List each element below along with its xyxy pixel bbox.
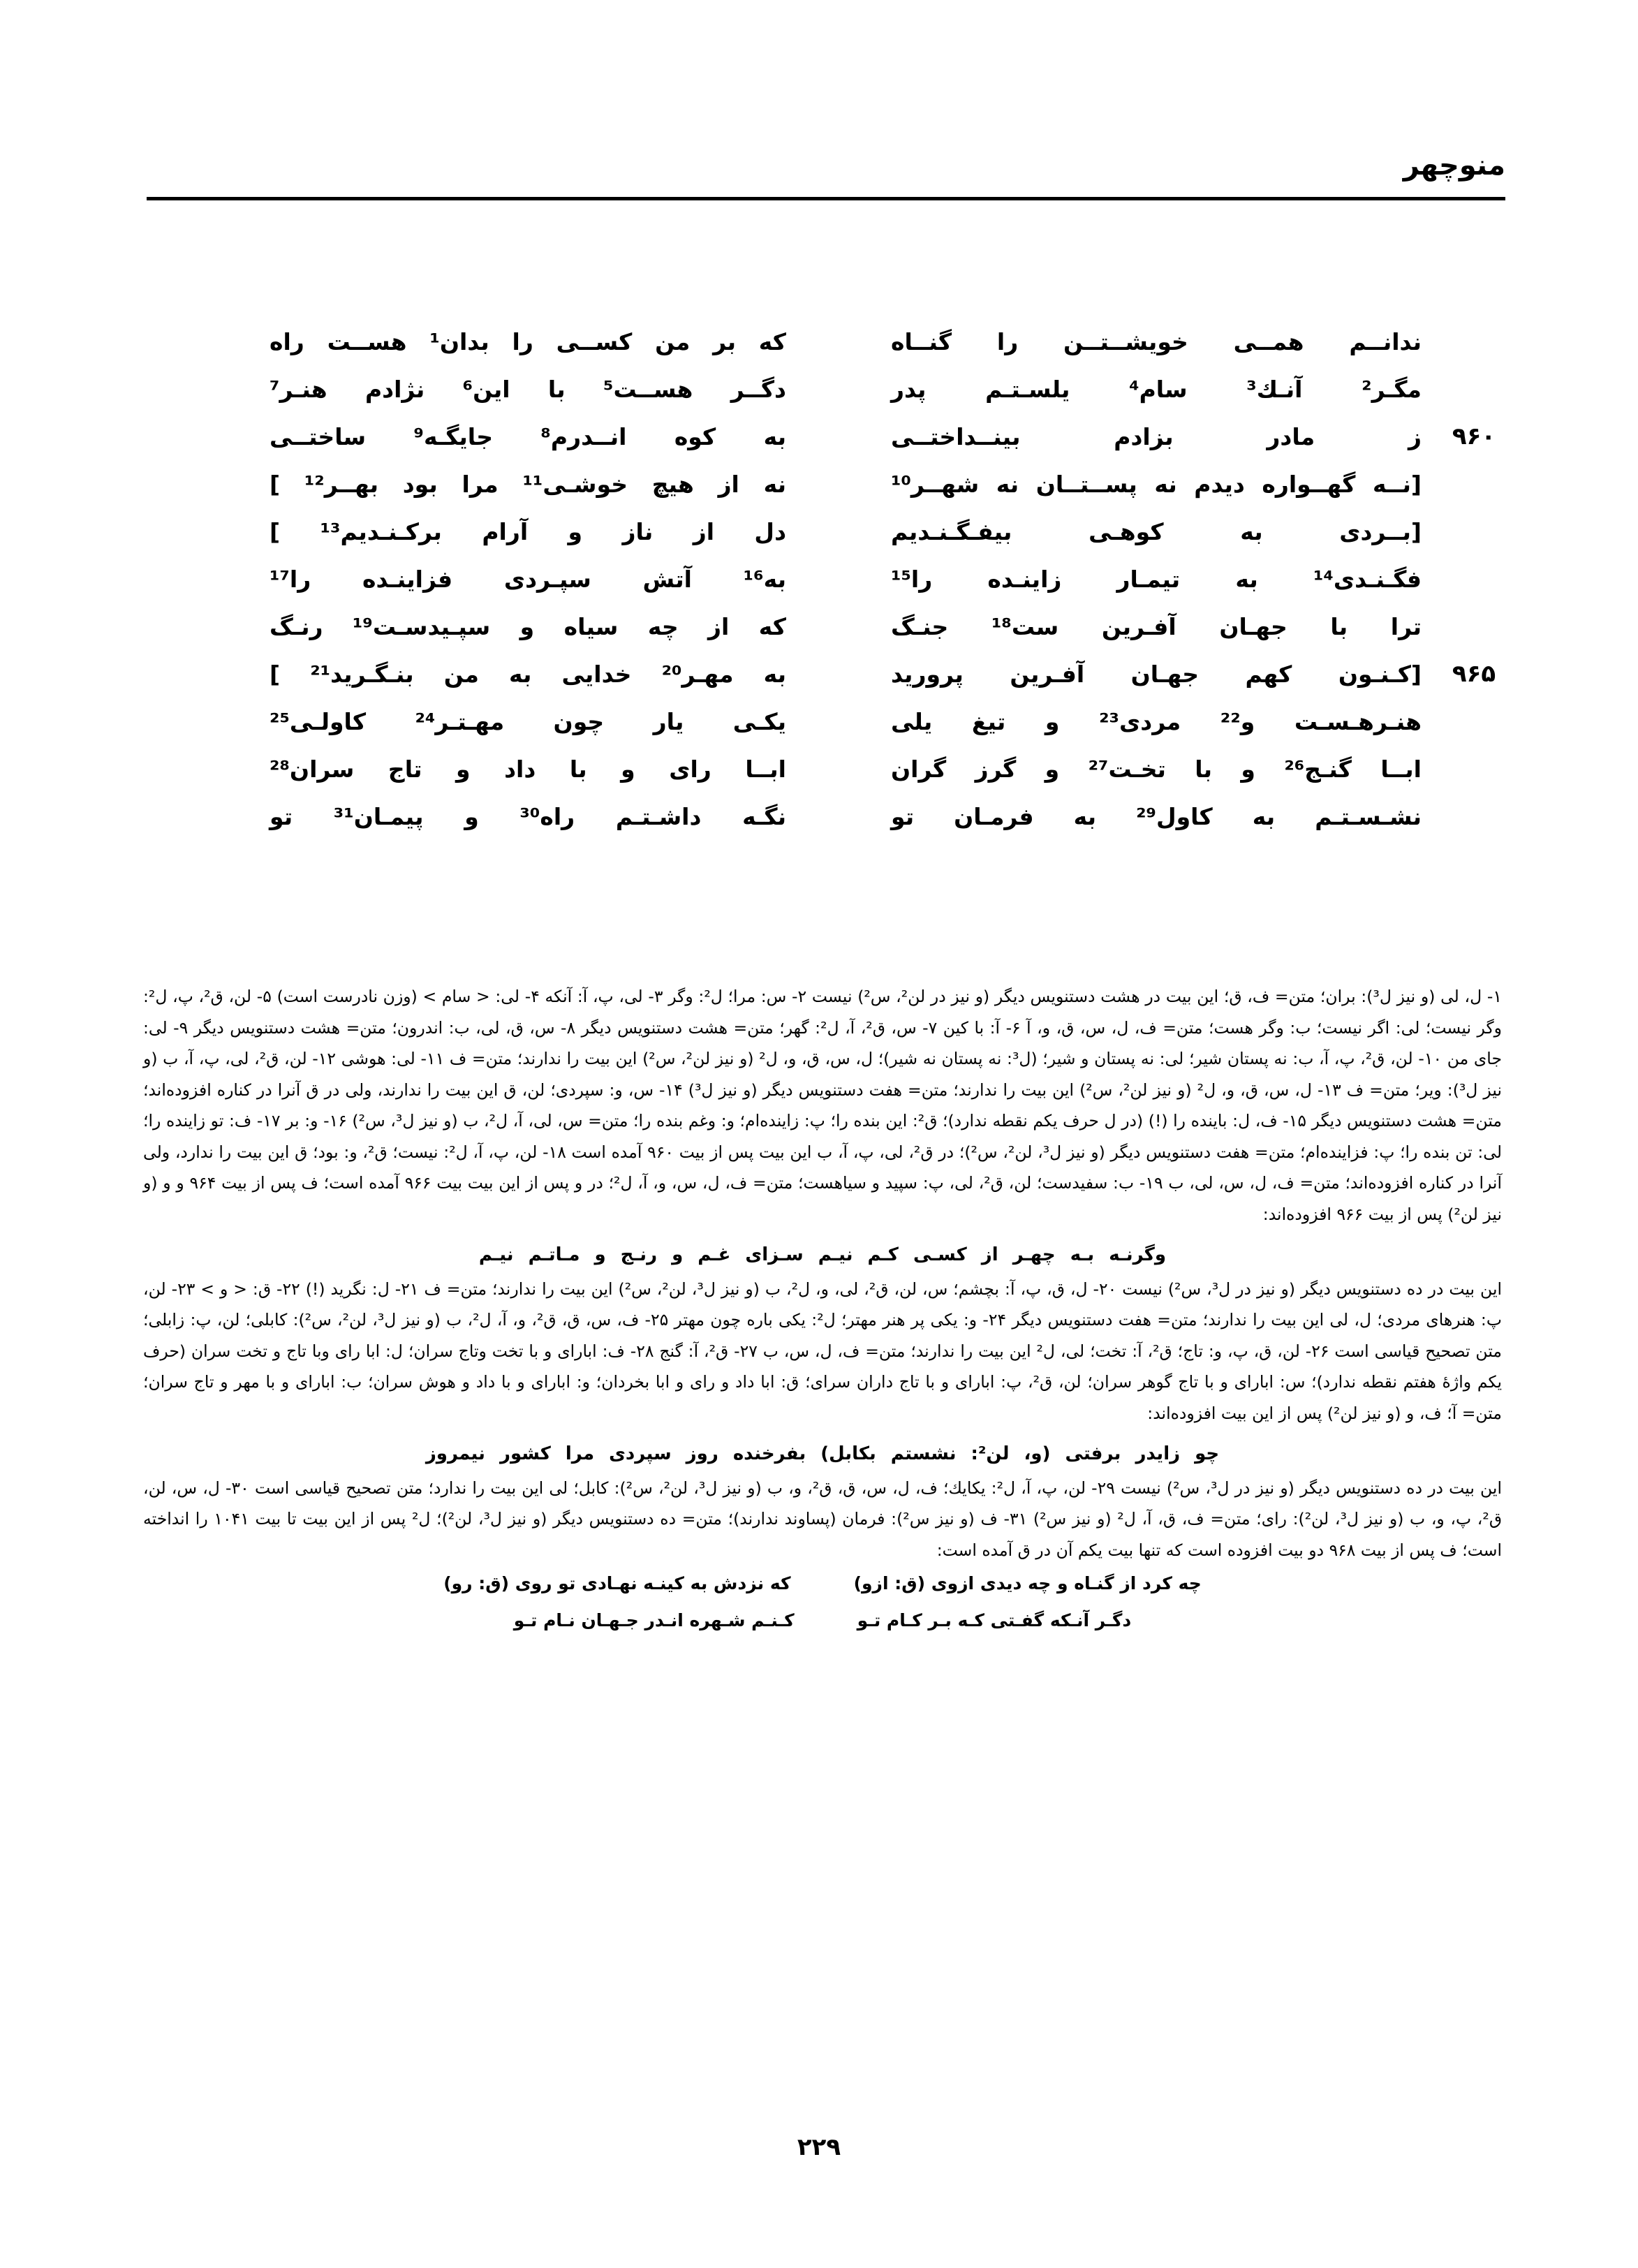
- hemistich-second: به کوه انــدرم⁸ جایگـه⁹ ساختــی: [270, 422, 787, 450]
- couplet: [209, 555, 1526, 603]
- page-number: ۲۲۹: [797, 2133, 841, 2161]
- hemistich-first: ندانــم همــی خویشــتــن را گنــاه: [891, 327, 1422, 355]
- footnote-added-verse: وگرنـه بـه چهـر از کسـی کـم نیـم سـزای غـم و رنـج و مـاتـم نیـم: [478, 1244, 1167, 1265]
- hemistich-first: [بــردی به کوهـی بیفـگـنـدیم: [891, 517, 1422, 545]
- footnote-added-couplet: [143, 1566, 1502, 1603]
- hemistich-first: فگـنـدی¹⁴ به تیمـار زاینـده را¹⁵: [891, 565, 1422, 593]
- hemistich-first: [نــه گهــواره دیدم نه پســتــان نه شهــر¹⁰: [891, 470, 1422, 498]
- couplet: [209, 603, 1526, 650]
- hemistich-second: دل از ناز و آرام برکـنـدیم¹³ ]: [270, 517, 787, 545]
- verse-number: ۹۶۵: [1452, 660, 1496, 688]
- verse-number: ۹۶۰: [1452, 422, 1496, 450]
- running-head: منوچهر: [1403, 149, 1505, 182]
- hemistich-second: که نزدش به کینـه نهـادی تو روی (ق: رو): [443, 1573, 791, 1593]
- hemistich-second: نه از هیچ خوشـی¹¹ مرا بود بهــر¹² ]: [270, 470, 786, 498]
- couplet: [209, 745, 1526, 793]
- hemistich-first: هنـرهـسـت و²² مردی²³ و تیغ یلی: [891, 707, 1422, 735]
- hemistich-second: به¹⁶ آتش سپـردی فزاینـده را¹⁷: [270, 565, 786, 593]
- hemistich-first: دگـر آنـکه گفـتی کـه بـر کـام تـو: [857, 1610, 1132, 1630]
- hemistich-first: ابــا گنـج²⁶ و با تخـت²⁷ و گرز گران: [891, 755, 1422, 783]
- hemistich-second: که از چه سیاه و سپـیدسـت¹⁹ رنـگ: [270, 612, 786, 640]
- couplet: [209, 413, 1526, 460]
- hemistich-second: دگــر هســت⁵ با این⁶ نژادم هنـر⁷: [270, 375, 786, 403]
- couplet: [209, 508, 1526, 555]
- hemistich-second: ابــا رای و با داد و تاج سران²⁸: [270, 755, 786, 783]
- footnote-block: این بیت در ده دستنویس دیگر (و نیز در ل³، س²) نیست ۲۰- ل، ق، پ، آ: بچشم؛ س، لن، ق²، لی، و، ل²، ب (و نیز ل³، لن²، س²) این بیت را ندارند؛ متن= ف ۲۱- ل: نگرید (!) ۲۲- ق: < و > ۲۳- لن، پ: هنرهای مردی؛ ل، لی این بیت را ندارند؛ متن= هفت دستنویس دیگر ۲۴- و: یکی پر هنر مهتر؛ ل²: یکی باره چون مهتر ۲۵- ف، س، ق، ق²، و، آ، ل²، ب (و نیز ل³، لن²، س²): کابلی؛ لن، پ: زابلی؛ متن تصحیح قیاسی است ۲۶- لن، ق، پ، و: تاج؛ ق²، آ: تخت؛ لی، ل² این بیت را ندارند؛ متن= ف، ل، س، ب ۲۷- ق²، آ: گنج ۲۸- ف: ابارای و با تخت وتاج سران؛ ل: ابا رای وبا تاج و تخت سران (حرف یکم واژهٔ هفتم نقطه ندارد)؛ س: ابارای و با تاج گوهر سران؛ لن، ق²، پ: ابارای و با تاج داران سرای؛ ق: ابا داد و رای و ابا بخردان؛ و: ابارای و با داد و هوش سران؛ ب: ابارای و با مهر و تاج سران؛ متن= آ؛ ف، و (و نیز لن²) پس از این بیت افزوده‌اند:: [143, 1279, 1503, 1423]
- verse-section: [209, 318, 1526, 840]
- hemistich-second: نگـه داشـتـم راه³⁰ و پیمـان³¹ تو: [270, 802, 786, 830]
- hemistich-first: چه کرد از گنـاه و چه دیدی ازوی (ق: ازو): [853, 1573, 1202, 1593]
- footnote-block: ۱- ل، لی (و نیز ل³): بران؛ متن= ف، ق؛ این بیت در هشت دستنویس دیگر (و نیز در لن²، س²) نیست ۲- س: مرا؛ ل²: وگر ۳- لی، پ، آ: آنکه ۴- لی: < سام > (وزن نادرست است) ۵- لن، ق²، پ، ل²: وگر نیست؛ لی: اگر نیست؛ ب: وگر هست؛ متن= ف، ل، س، ق، و، آ ۶- آ: با کین ۷- س، ق²، آ، ل²: گهر؛ متن= هشت دستنویس دیگر ۸- س، ق، لی، ب: اندرون؛ متن= هشت دستنویس دیگر ۹- لی: جای من ۱۰- لن، ق²، پ، آ، ب: نه پستان شیر؛ لی: نه پستان و شیر؛ (ل³: نه پستان نه شیر)؛ ل، س، ق، و، ل² (و نیز لن²، س²) این بیت را ندارند؛ متن= ف ۱۱- لی: هوشی ۱۲- لن، ق²، لی، پ، آ، ب (و نیز ل³): ویر؛ متن= ف ۱۳- ل، س، ق، و، ل² (و نیز لن²، س²) این بیت را ندارند؛ متن= هفت دستنویس دیگر (و نیز ل³) ۱۴- س، و: سپردی؛ لن، ق این بیت را ندارند، ولی در ق آنرا در کناره افزوده‌اند؛ متن= هشت دستنویس دیگر ۱۵- ف، ل: باینده را (!) (در ل حرف یکم نقطه ندارد)؛ ق²: این بنده را؛ پ: زاینده‌ام؛ و: وغم بنده را؛ متن= س، لی، آ، ل²، ب (و نیز ل³، س²) ۱۶- و: بر ۱۷- ف: تو زاینده را؛ لی: تن بنده را؛ پ: فزاینده‌ام؛ متن= هفت دستنویس دیگر (و نیز ل³، لن²، س²)؛ در ق²، لی، پ، آ، ب این بیت پس از بیت ۹۶۰ آمده است ۱۸- لن، پ، آ، ل²: نیست؛ ق²، و: بود؛ ق این بیت را ندارد، ولی آنرا در کناره افزوده‌اند؛ متن= ف، ل، س، لی، ب ۱۹- ب: سفیدست؛ لن، ق²، لی، پ: سپید و سیاهست؛ متن= ف، ل، س، و، آ، ل²؛ در و پس از این بیت بیت ۹۶۶ آمده است؛ ف پس از بیت ۹۶۴ و و (و نیز لن²) پس از بیت ۹۶۶ افزوده‌اند:: [143, 987, 1503, 1224]
- hemistich-second: که بر من کســی را بدان¹ هســت راه: [270, 327, 786, 355]
- hemistich-first: نشـسـتـم به کاول²⁹ به فرمـان تو: [891, 802, 1422, 830]
- hemistich-first: ترا با جهـان آفـرین ست¹⁸ جنـگ: [891, 612, 1422, 640]
- footnote-added-verse: چو زایدر برفتی (و، لن²: نشستم بکابل) بفرخنده روز سپردی مرا کشور نیمروز: [425, 1443, 1220, 1464]
- hemistich-second: کـنـم شـهره انـدر جـهـان نـام تـو: [513, 1610, 795, 1630]
- hemistich-first: مگـر² آنـك³ سام⁴ یلسـتـم پدر: [891, 375, 1422, 403]
- page-header: [147, 140, 1505, 200]
- couplet: [209, 793, 1526, 840]
- couplet: [209, 365, 1526, 413]
- hemistich-second: یکـی یار چون مهـتـر²⁴ کاولـی²⁵: [270, 707, 786, 735]
- couplet: [209, 650, 1526, 698]
- hemistich-first: [کـنـون کهم جهـان آفـرین پرورید: [891, 660, 1422, 688]
- footnote-added-couplet: [143, 1603, 1502, 1640]
- couplet: [209, 698, 1526, 745]
- hemistich-first: ز مادر بزادم بینــداختــی: [891, 422, 1422, 450]
- footnote-block: این بیت در ده دستنویس دیگر (و نیز در ل³، س²) نیست ۲۹- لن، پ، آ، ل²: یکایك؛ ف، ل، س، ق، ق²، و، ب (و نیز ل³، لن²، س²): کابل؛ لی این بیت را ندارد؛ متن تصحیح قیاسی است ۳۰- ل، س، لن، ق²، پ، و، ب (و نیز ل³، لن²): رای؛ متن= ف، ق، آ، ل² (و نیز س²) ۳۱- ف (و نیز س²): فرمان (پساوند ندارند)؛ متن= ده دستنویس دیگر (و نیز ل³، لن²)؛ ل² پس از این بیت تا بیت ۱۰۴۱ را انداخته است؛ ف پس از بیت ۹۶۸ دو بیت افزوده است که تنها بیت یکم آن در ق آمده است:: [143, 1478, 1503, 1560]
- couplet: [209, 460, 1526, 508]
- couplet: [209, 318, 1526, 365]
- hemistich-second: به مهـر²⁰ خدایی به من بنـگـرید²¹ ]: [270, 660, 787, 688]
- footnotes: [143, 981, 1502, 1639]
